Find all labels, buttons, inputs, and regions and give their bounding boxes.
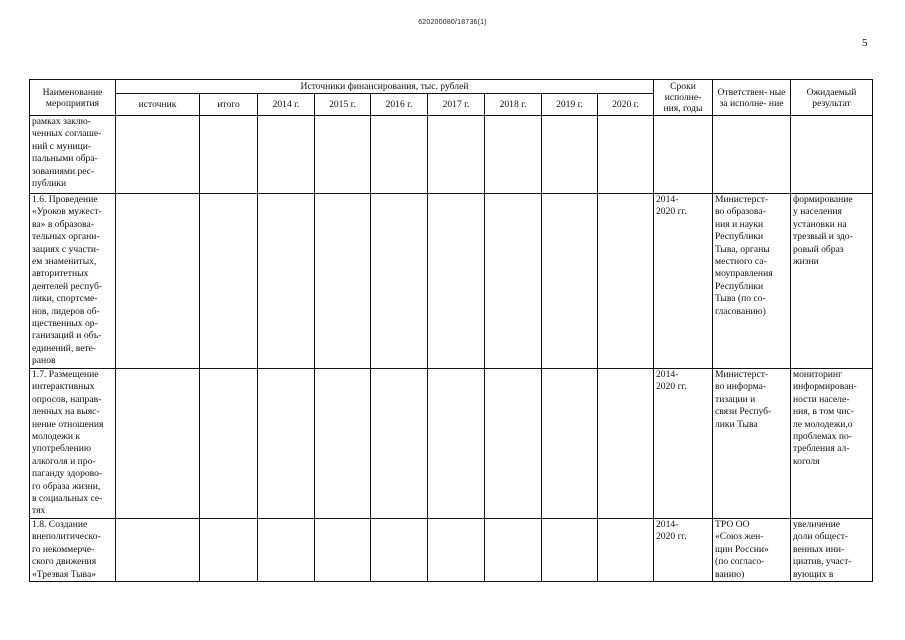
empty-cell	[598, 369, 654, 519]
result-cell	[791, 116, 873, 194]
responsible-cell: Министерст- во информа- тизации и связи Респуб- лики Тыва	[713, 369, 791, 519]
header-year-2015: 2015 г.	[315, 94, 371, 116]
empty-cell	[428, 519, 485, 582]
empty-cell	[542, 369, 598, 519]
empty-cell	[315, 116, 371, 194]
empty-cell	[116, 519, 200, 582]
header-total: итого	[200, 94, 258, 116]
measure-name-cell: рамках заклю- ченных соглаше- ний с муници- пальными обра- зованиями рес- публики	[30, 116, 116, 194]
empty-cell	[116, 369, 200, 519]
empty-cell	[485, 116, 542, 194]
empty-cell	[258, 519, 315, 582]
header-result: Ожидаемый результат	[791, 80, 873, 116]
empty-cell	[258, 194, 315, 369]
table-row	[30, 116, 873, 194]
document-id: 620200080/18736(1)	[418, 19, 487, 26]
empty-cell	[428, 369, 485, 519]
empty-cell	[428, 116, 485, 194]
responsible-cell: Министерст- во образова- ния и науки Республики Тыва, органы местного са- моуправления Республики Тыва (по со- гласованию)	[713, 194, 791, 369]
empty-cell	[371, 519, 428, 582]
header-name: Наименование мероприятия	[30, 80, 116, 116]
empty-cell	[200, 194, 258, 369]
result-cell: мониторинг информирован- ности населе- ния, в том чис- ле молодежи,о проблемах по- требления ал- коголя	[791, 369, 873, 519]
result-cell: формирование у населения установки на трезвый и здо- ровый образ жизни	[791, 194, 873, 369]
header-sources-group: Источники финансирования, тыс. рублей	[116, 80, 654, 94]
empty-cell	[428, 194, 485, 369]
empty-cell	[598, 194, 654, 369]
empty-cell	[116, 116, 200, 194]
header-responsible: Ответствен- ные за исполне- ние	[713, 80, 791, 116]
table-row	[30, 519, 873, 582]
empty-cell	[485, 194, 542, 369]
header-year-2020: 2020 г.	[598, 94, 654, 116]
empty-cell	[371, 194, 428, 369]
empty-cell	[371, 369, 428, 519]
result-cell: увеличение доли общест- венных ини- циатив, участ- вующих в	[791, 519, 873, 582]
header-year-2019: 2019 г.	[542, 94, 598, 116]
empty-cell	[315, 519, 371, 582]
measure-name-cell: 1.7. Размещение интерактивных опросов, направ- ленных на выяс- нение отношения молодежи к употреблению алкоголя и про- паганду здорово- го образа жизни, в социальных се- тях	[30, 369, 116, 519]
empty-cell	[258, 116, 315, 194]
measure-name-cell: 1.8. Создание внеполитическо- го некоммерче- ского движения «Трезвая Тыва»	[30, 519, 116, 582]
deadline-cell: 2014- 2020 гг.	[654, 194, 713, 369]
empty-cell	[258, 369, 315, 519]
empty-cell	[116, 194, 200, 369]
empty-cell	[485, 369, 542, 519]
deadline-cell: 2014- 2020 гг.	[654, 519, 713, 582]
empty-cell	[371, 116, 428, 194]
empty-cell	[485, 519, 542, 582]
header-year-2017: 2017 г.	[428, 94, 485, 116]
responsible-cell	[713, 116, 791, 194]
page-number: 5	[862, 37, 868, 49]
empty-cell	[542, 194, 598, 369]
deadline-cell: 2014- 2020 гг.	[654, 369, 713, 519]
header-deadlines: Сроки исполне- ния, годы	[654, 80, 713, 116]
header-year-2014: 2014 г.	[258, 94, 315, 116]
header-year-2016: 2016 г.	[371, 94, 428, 116]
empty-cell	[542, 519, 598, 582]
empty-cell	[598, 519, 654, 582]
empty-cell	[200, 519, 258, 582]
financing-plan-table	[29, 79, 873, 582]
empty-cell	[315, 194, 371, 369]
empty-cell	[200, 116, 258, 194]
empty-cell	[315, 369, 371, 519]
deadline-cell	[654, 116, 713, 194]
responsible-cell: ТРО ОО «Союз жен- щин России» (по согласо- ванию)	[713, 519, 791, 582]
table-row	[30, 194, 873, 369]
empty-cell	[598, 116, 654, 194]
header-year-2018: 2018 г.	[485, 94, 542, 116]
table-row	[30, 369, 873, 519]
header-source: источник	[116, 94, 200, 116]
empty-cell	[542, 116, 598, 194]
empty-cell	[200, 369, 258, 519]
measure-name-cell: 1.6. Проведение «Уроков мужест- ва» в образова- тельных органи- зациях с участи- ем знаменитых, авторитетных деятелей респуб- лики, спортсме- нов, лидеров об- щественных ор- ганизаций и объ- единений, вете- ранов	[30, 194, 116, 369]
